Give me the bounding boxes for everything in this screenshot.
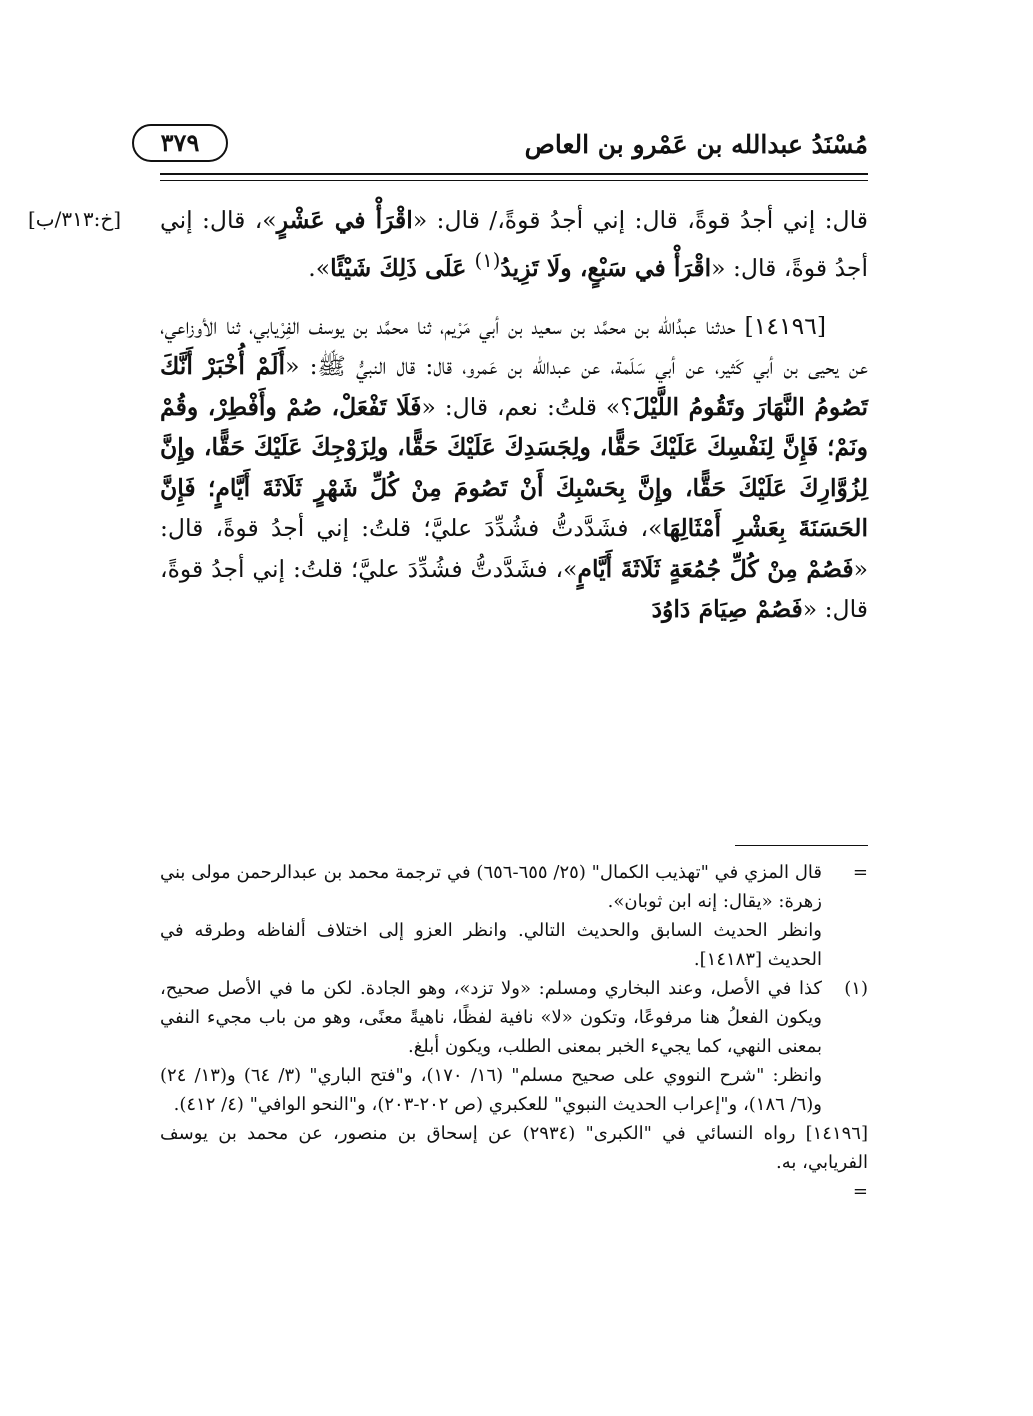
footnote-hadith-text: [١٤١٩٦] رواه النسائي في "الكبرى" (٢٩٣٤) عن إسحاق بن منصور، عن محمد بن يوسف الفريابي، به. bbox=[160, 1123, 868, 1173]
footnote-continuation-line-2: وانظر الحديث السابق والحديث التالي. وانظر العزو إلى اختلاف ألفاظه وطرقه في الحديث [١٤١٨٣]. bbox=[160, 920, 822, 970]
footnote-continuation-line-1: قال المزي في "تهذيب الكمال" (٢٥/ ٦٥٥-٦٥٦) في ترجمة محمد بن عبدالرحمن مولى بني زهرة: «يقال: إنه ابن ثوبان». bbox=[160, 862, 822, 912]
running-title: مُسْنَدُ عبدالله بن عَمْرو بن العاص bbox=[524, 130, 868, 159]
main-text bbox=[160, 200, 868, 630]
para2-segment: أَلَمْ أُخْبَرْ أَنَّكَ تَصُومُ النَّهَارَ وتَقُومُ اللَّيْلَ bbox=[160, 352, 868, 421]
para2-segment: »، فشَدَّدتُّ فشُدِّدَ عليَّ؛ قلتُ: إني أجدُ قوةً، قال: « bbox=[160, 554, 868, 624]
footnote-continuation bbox=[160, 858, 868, 974]
para1-segment: ». bbox=[308, 253, 331, 282]
footnote-1-line-2: وانظر: "شرح النووي على صحيح مسلم" (١٦/ ١٧٠)، و"فتح الباري" (٣/ ٦٤) و(١٣/ ٢٤) و(٦/ ١٨٦)، و"إعراب الحديث النبوي" للعكبري (ص ٢٠٢-٢٠٣)، و"النحو الوافي" (٤/ ٤١٢). bbox=[160, 1065, 823, 1115]
para1-segment: قال: إني أجدُ قوةً، قال: إني أجدُ قوةً،/ قال: « bbox=[412, 206, 868, 234]
footnote-separator bbox=[735, 845, 868, 846]
para1-segment: (١) bbox=[474, 248, 501, 272]
para2-segment: فَلَا تَفْعَلْ، صُمْ وأَفْطِرْ، وقُمْ ونَمْ؛ فَإِنَّ لِنَفْسِكَ عَلَيْكَ حَقًّا، ولِجَسَدِكَ عَلَيْكَ حَقًّا، ولِزَوْجِكَ عَلَيْكَ حَقًّا، وإِنَّ لِزُوَّارِكَ عَلَيْكَ حَقًّا، وإِنَّ بِحَسْبِكَ أَنْ تَصُومَ مِنْ كُلِّ شَهْرٍ ثَلَاثَةَ أَيَّامٍ؛ فَإِنَّ الحَسَنَةَ بِعَشْرِ أَمْثَالِهَا bbox=[160, 392, 868, 543]
footnote-end-mark: = bbox=[852, 1181, 868, 1202]
footnotes bbox=[160, 858, 868, 1206]
footnote-hadith-14196 bbox=[160, 1119, 868, 1206]
para1-segment: اقْرَأْ في سَبْعٍ، ولَا تَزِيدُ bbox=[500, 253, 712, 282]
para2-segment: [١٤١٩٦] حدثنا عبدُالله بن محمَّد بن سعيد بن أبي مَرْيم، ثنا محمَّد بن يوسف الفِرْيابي، ثنا الأوزاعي، عن يحيى بن أبي كَثير، عن أبي سَلَمة، عن عبدالله بن عَمرو، قال: قال النبيُّ ﷺ: « bbox=[160, 311, 868, 381]
para1-segment: اقْرَأْ في عَشْرٍ bbox=[276, 206, 413, 234]
footnote-1-line-1: كذا في الأصل، وعند البخاري ومسلم: «ولا تزد»، وهو الجادة. لكن ما في الأصل صحيح، ويكون الفعلُ هنا مرفوعًا، وتكون «لا» نافية لفظًا، ناهيةً معنًى، وهو من باب مجيء النفي بمعنى النهي، كما يجيء الخبر بمعنى الطلب، ويكون أبلغ. bbox=[160, 978, 822, 1057]
para2-segment: فَصُمْ صِيَامَ دَاوُدَ bbox=[651, 595, 803, 624]
main-paragraph-1 bbox=[160, 200, 868, 288]
continuation-mark: = bbox=[852, 862, 868, 883]
para1-segment: عَلَى ذَلِكَ شَيْئًا bbox=[330, 253, 475, 282]
header-rule-thin bbox=[160, 180, 868, 181]
footnote-1 bbox=[160, 974, 868, 1119]
page-number: ٣٧٩ bbox=[132, 124, 228, 162]
para2-segment: »، فشَدَّدتُّ فشُدِّدَ عليَّ؛ قلتُ: إني أجدُ قوةً، قال: « bbox=[160, 514, 869, 583]
main-paragraph-hadith-14196 bbox=[160, 306, 868, 630]
para1-segment: »، قال: إني أجدُ قوةً، قال: « bbox=[160, 206, 868, 282]
manuscript-margin-note: [خ:٣١٣/ب] bbox=[28, 207, 122, 231]
footnote-1-number: (١) bbox=[844, 978, 868, 999]
header-rule-thick bbox=[160, 173, 868, 175]
para2-segment: فَصُمْ مِنْ كُلِّ جُمُعَةٍ ثَلَاثَةَ أَيَّامٍ bbox=[577, 554, 854, 583]
para2-segment: ؟» قلتُ: نعم، قال: « bbox=[421, 392, 633, 421]
